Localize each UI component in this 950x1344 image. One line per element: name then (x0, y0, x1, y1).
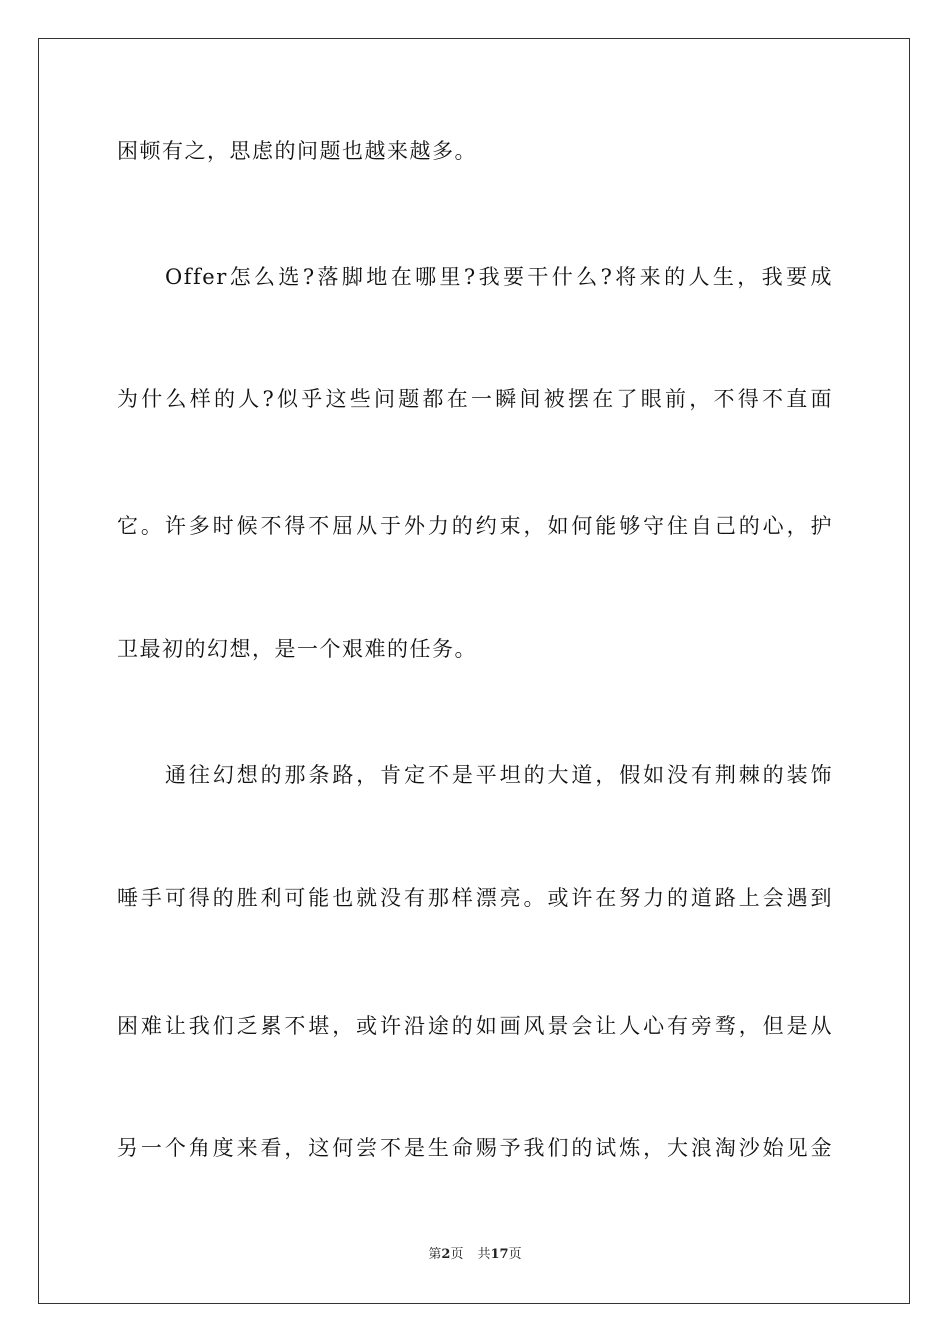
page-footer (0, 1247, 950, 1263)
page-number: 2 (441, 1247, 451, 1262)
total-pages: 17 (490, 1247, 509, 1262)
page-border (38, 38, 910, 1304)
total-prefix: 共 (477, 1247, 491, 1262)
text-line-8: 困难让我们乏累不堪，或许沿途的如画风景会让人心有旁骛，但是从 (117, 1014, 833, 1038)
total-suffix: 页 (508, 1247, 522, 1262)
page-suffix: 页 (450, 1247, 464, 1262)
text-line-9: 另一个角度来看，这何尝不是生命赐予我们的试炼，大浪淘沙始见金 (117, 1136, 833, 1160)
text-line-1: 困顿有之，思虑的问题也越来越多。 (117, 139, 477, 163)
text-line-4: 它。许多时候不得不屈从于外力的约束，如何能够守住自己的心，护 (117, 514, 833, 538)
text-line-6: 通往幻想的那条路，肯定不是平坦的大道，假如没有荆棘的装饰 (165, 763, 833, 787)
page-prefix: 第 (428, 1247, 442, 1262)
text-line-2: Offer怎么选?落脚地在哪里?我要干什么?将来的人生，我要成 (165, 265, 833, 289)
text-line-5: 卫最初的幻想，是一个艰难的任务。 (117, 637, 477, 661)
text-line-7: 唾手可得的胜利可能也就没有那样漂亮。或许在努力的道路上会遇到 (117, 886, 833, 910)
text-line-3: 为什么样的人?似乎这些问题都在一瞬间被摆在了眼前，不得不直面 (117, 387, 833, 411)
